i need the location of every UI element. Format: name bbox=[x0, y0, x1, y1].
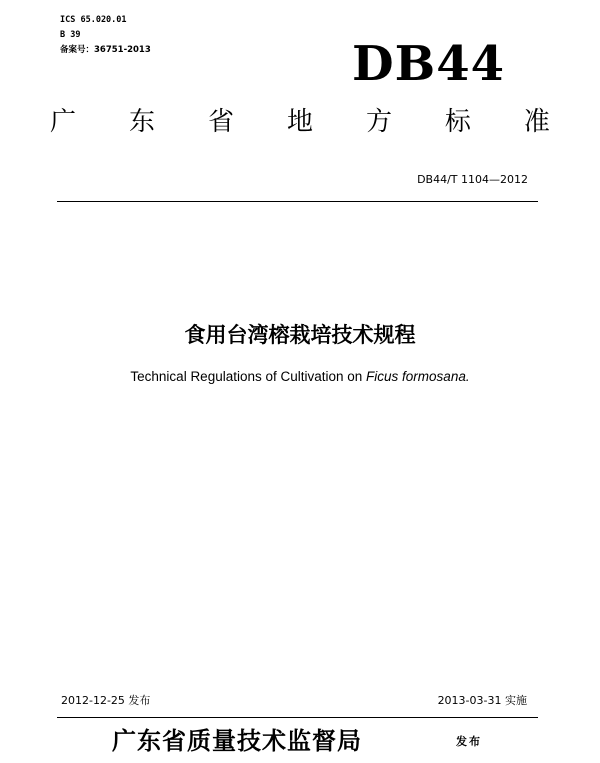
bottom-divider bbox=[57, 717, 538, 718]
standard-type-char: 准 bbox=[523, 107, 550, 137]
standard-type bbox=[50, 102, 550, 142]
standard-number: DB44/T 1104—2012 bbox=[417, 173, 528, 186]
document-title-english bbox=[0, 368, 600, 386]
issue-date: 2012-12-25 发布 bbox=[61, 694, 151, 707]
standard-type-char: 地 bbox=[286, 107, 313, 137]
classification-code: B 39 bbox=[60, 30, 81, 40]
record-number: 备案号：36751-2013 bbox=[60, 45, 151, 55]
ics-code: ICS 65.020.01 bbox=[60, 15, 127, 25]
document-title-chinese: 食用台湾榕栽培技术规程 bbox=[184, 323, 416, 347]
standard-code: DB44 bbox=[352, 36, 505, 92]
issuer-suffix: 发布 bbox=[456, 735, 482, 748]
standard-type-char: 广 bbox=[50, 107, 77, 137]
english-title-species: Ficus formosana. bbox=[366, 369, 470, 384]
standard-type-char: 方 bbox=[365, 107, 392, 137]
top-divider bbox=[57, 201, 538, 202]
english-title-text: Technical Regulations of Cultivation on bbox=[130, 369, 367, 384]
standard-type-char: 标 bbox=[444, 107, 471, 137]
standard-type-char: 省 bbox=[207, 107, 234, 137]
issuing-authority: 广东省质量技术监督局 bbox=[112, 726, 362, 755]
implementation-date: 2013-03-31 实施 bbox=[437, 694, 527, 707]
standard-type-char: 东 bbox=[128, 107, 155, 137]
